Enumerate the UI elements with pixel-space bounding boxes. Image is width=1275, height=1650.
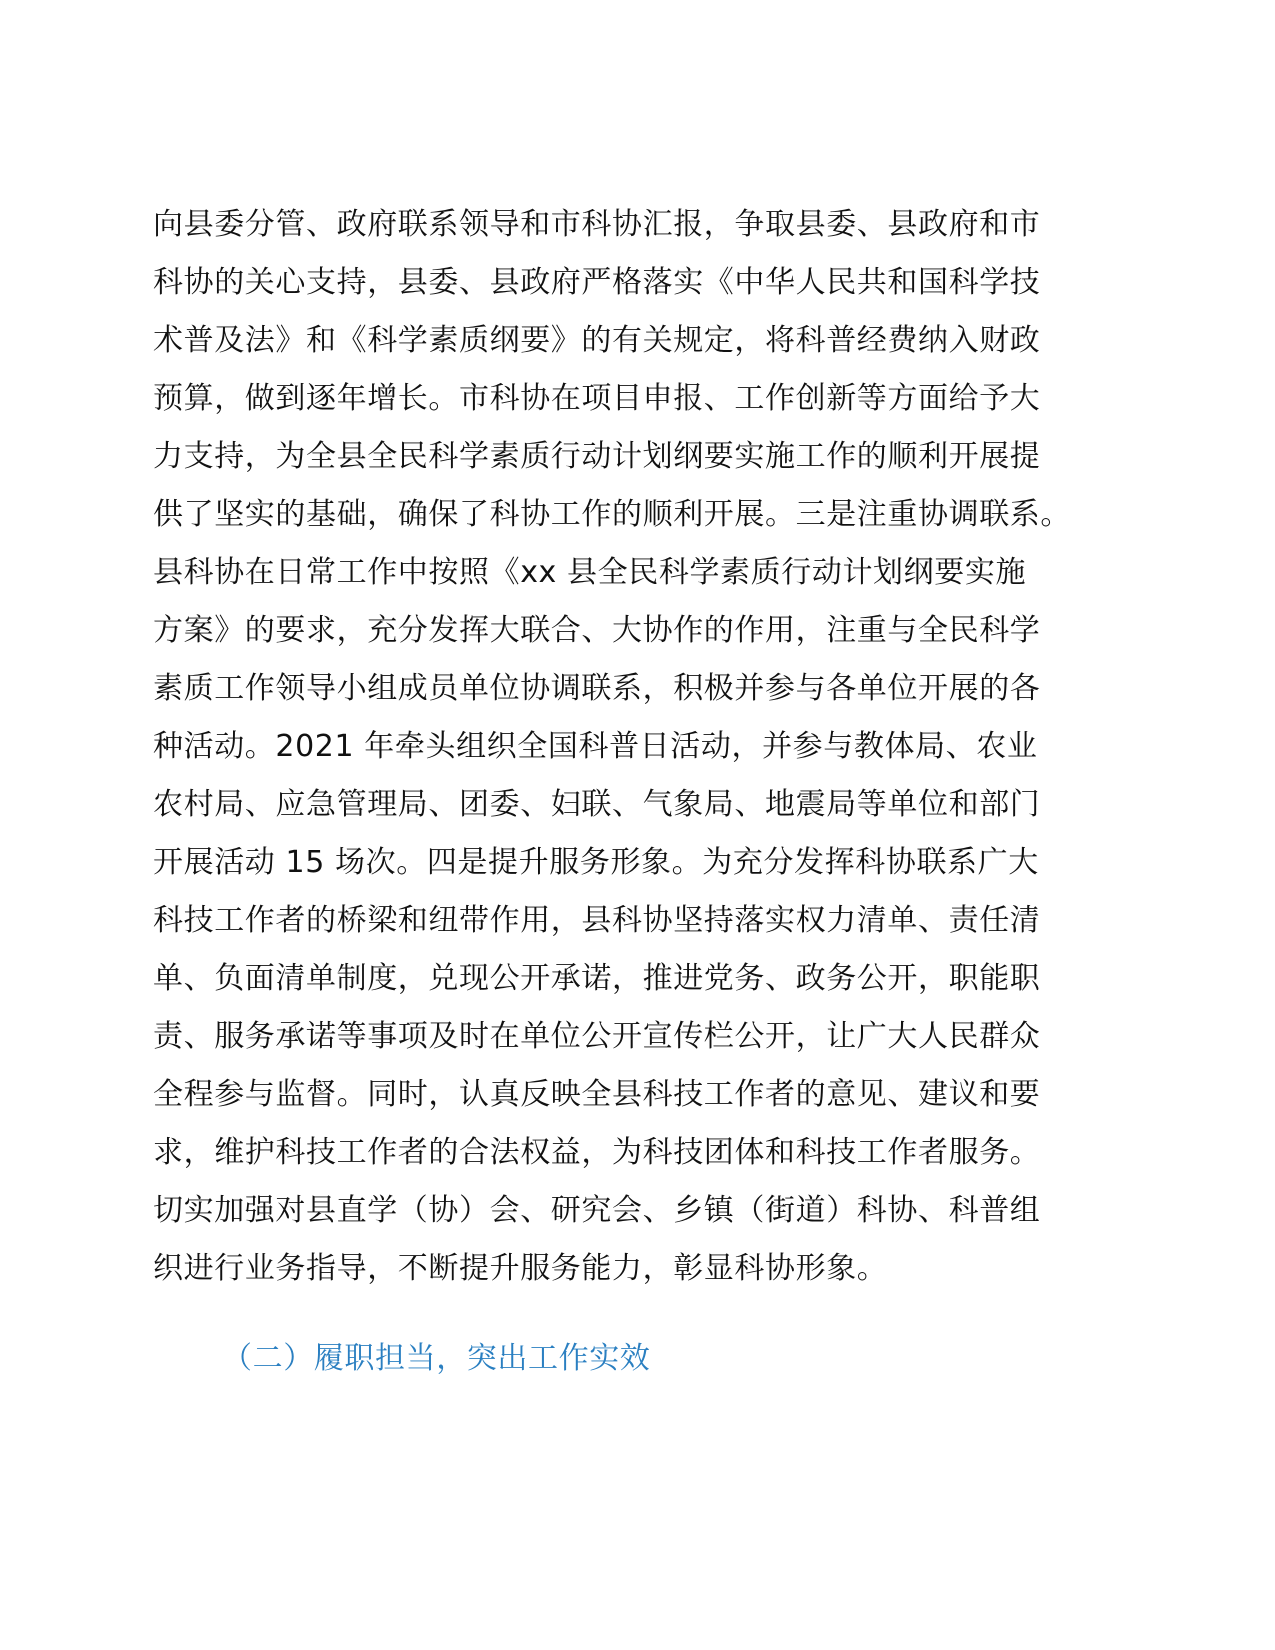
paragraph-line: 科技工作者的桥梁和纽带作用，县科协坚持落实权力清单、责任清 <box>153 903 1041 938</box>
paragraph-line: 全程参与监督。同时，认真反映全县科技工作者的意见、建议和要 <box>153 1077 1041 1112</box>
paragraph-line: 开展活动 15 场次。四是提升服务形象。为充分发挥科协联系广大 <box>153 845 1039 880</box>
paragraph-line: 科协的关心支持，县委、县政府严格落实《中华人民共和国科学技 <box>153 265 1041 300</box>
paragraph-line: 种活动。2021 年牵头组织全国科普日活动，并参与教体局、农业 <box>153 729 1038 764</box>
paragraph-line: 力支持，为全县全民科学素质行动计划纲要实施工作的顺利开展提 <box>153 439 1041 474</box>
paragraph-line: 单、负面清单制度，兑现公开承诺，推进党务、政务公开，职能职 <box>153 961 1041 996</box>
paragraph-line: 向县委分管、政府联系领导和市科协汇报，争取县委、县政府和市 <box>153 207 1041 242</box>
paragraph-line: 织进行业务指导，不断提升服务能力，彰显科协形象。 <box>153 1251 888 1286</box>
paragraph-line: 预算，做到逐年增长。市科协在项目申报、工作创新等方面给予大 <box>153 381 1041 416</box>
paragraph-line: 供了坚实的基础，确保了科协工作的顺利开展。三是注重协调联系。 <box>153 497 1071 532</box>
paragraph-line: 县科协在日常工作中按照《xx 县全民科学素质行动计划纲要实施 <box>153 555 1027 590</box>
paragraph-line: 方案》的要求，充分发挥大联合、大协作的作用，注重与全民科学 <box>153 613 1041 648</box>
paragraph-line: 农村局、应急管理局、团委、妇联、气象局、地震局等单位和部门 <box>153 787 1041 822</box>
paragraph-line: 切实加强对县直学（协）会、研究会、乡镇（街道）科协、科普组 <box>153 1193 1041 1228</box>
paragraph-line: 求，维护科技工作者的合法权益，为科技团体和科技工作者服务。 <box>153 1135 1041 1170</box>
body-paragraph <box>153 196 1143 1298</box>
paragraph-line: 素质工作领导小组成员单位协调联系，积极并参与各单位开展的各 <box>153 671 1041 706</box>
section-heading: （二）履职担当，突出工作实效 <box>222 1341 651 1376</box>
paragraph-line: 术普及法》和《科学素质纲要》的有关规定，将科普经费纳入财政 <box>153 323 1041 358</box>
paragraph-line: 责、服务承诺等事项及时在单位公开宣传栏公开，让广大人民群众 <box>153 1019 1041 1054</box>
